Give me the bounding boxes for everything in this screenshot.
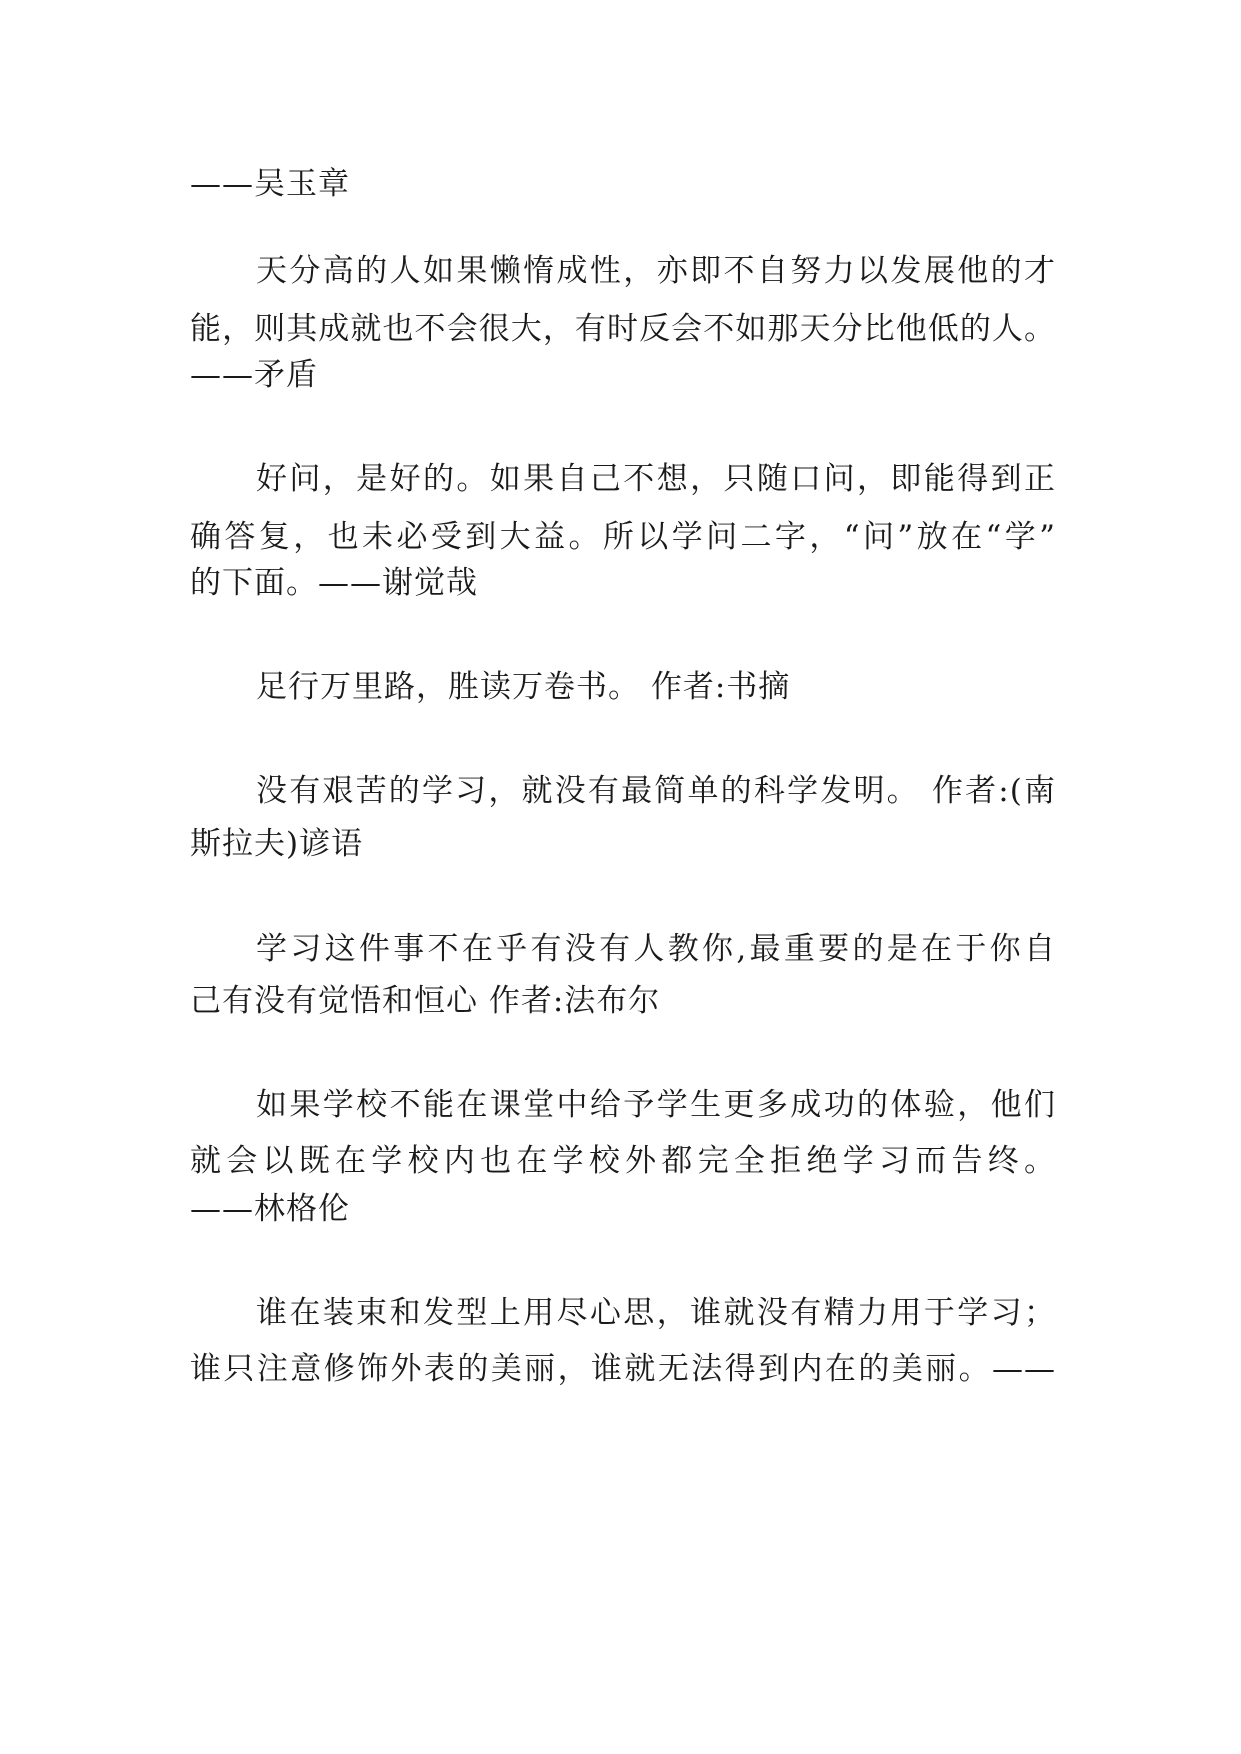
quote-line: 如果学校不能在课堂中给予学生更多成功的体验，他们 — [256, 1087, 1056, 1123]
quote-line: 己有没有觉悟和恒心 作者:法布尔 — [190, 983, 661, 1019]
quote-line: 足行万里路，胜读万卷书。 作者:书摘 — [256, 669, 791, 705]
quote-line: 能，则其成就也不会很大，有时反会不如那天分比他低的人。 — [190, 311, 1056, 347]
quote-line: 斯拉夫)谚语 — [190, 826, 364, 862]
quote-line: 的下面。——谢觉哉 — [190, 565, 478, 601]
document-page — [190, 0, 1056, 1754]
attribution-line: ——林格伦 — [190, 1191, 350, 1227]
quote-line: 确答复，也未必受到大益。所以学问二字，“问”放在“学” — [190, 519, 1056, 555]
quote-line: 就会以既在学校内也在学校外都完全拒绝学习而告终。 — [190, 1143, 1056, 1179]
quote-line: 没有艰苦的学习，就没有最简单的科学发明。 作者:(南 — [256, 773, 1056, 809]
quote-line: 天分高的人如果懒惰成性，亦即不自努力以发展他的才 — [256, 253, 1056, 289]
quote-line: 谁只注意修饰外表的美丽，谁就无法得到内在的美丽。—— — [190, 1351, 1056, 1387]
quote-line: 谁在装束和发型上用尽心思，谁就没有精力用于学习； — [256, 1295, 1056, 1331]
quote-line: 学习这件事不在乎有没有人教你,最重要的是在于你自 — [256, 931, 1056, 967]
attribution-line: ——矛盾 — [190, 357, 318, 393]
quote-line: 好问，是好的。如果自己不想，只随口问，即能得到正 — [256, 461, 1056, 497]
attribution-line: ——吴玉章 — [190, 166, 350, 202]
